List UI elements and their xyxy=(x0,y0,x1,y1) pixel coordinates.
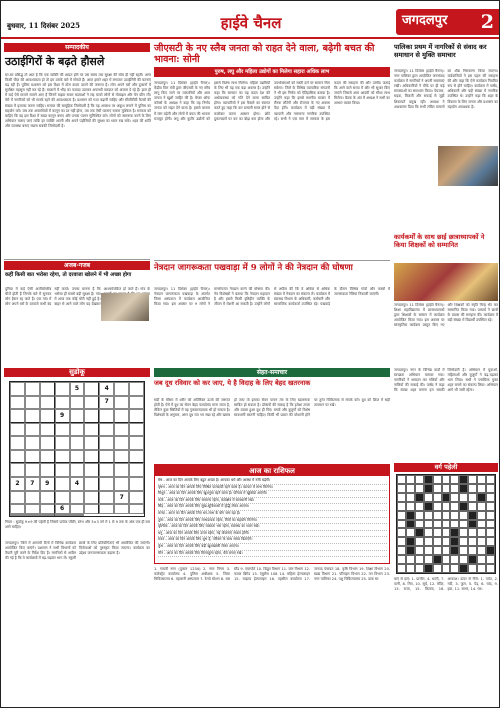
sudoku-cell[interactable] xyxy=(40,436,55,450)
crossword-cell xyxy=(442,493,451,502)
sudoku-cell[interactable] xyxy=(129,423,144,437)
rashifal-row: मिथुन - आज का दिन आपके लिए खुशनुमा रहने वाला है। परिवार में खुशियां आएंगी। xyxy=(158,491,387,498)
sudoku-cell[interactable] xyxy=(55,423,70,437)
crossword-cell[interactable] xyxy=(477,555,486,564)
crossword-cell[interactable] xyxy=(486,484,495,493)
sudoku-cell[interactable]: 7 xyxy=(25,477,40,491)
masthead-title: हाईवे चैनल xyxy=(220,14,282,32)
crossword-cell[interactable] xyxy=(397,475,406,484)
right-lower-body: जगदलपुर। नगर के विभिन्न वार्डों में स्वच्छता अभियान चलाया गया। नागरिकों ने श्रमदान कर गलियों और नालियों की सफाई की। पार्षद ने कहा कि स्वच्छ शहर बनाना हम सबकी जिम्मेदारी है। अभियान में युवाओं, महिलाओं और बुजुर्गों ने बढ़-चढ़कर भाग लिया। सभी ने प्लास्टिक मुक्त शहर बनाने का संकल्प लिया। अभियान आगे भी जारी रहेगा। xyxy=(394,368,498,393)
crossword-cell xyxy=(468,520,477,529)
sudoku-cell[interactable] xyxy=(70,423,85,437)
sudoku-cell[interactable] xyxy=(40,450,55,464)
sudoku-cell[interactable] xyxy=(84,504,99,514)
rashifal-row: मकर - आज का दिन आपके लिए शुभ है, परिवार के साथ समय बिताएंगे। xyxy=(158,537,387,544)
sudoku-cell[interactable] xyxy=(40,504,55,514)
sudoku-cell[interactable] xyxy=(25,450,40,464)
sudoku-cell[interactable]: 4 xyxy=(70,477,85,491)
sudoku-cell[interactable] xyxy=(70,396,85,410)
rashifal-row: मेष - आज का दिन आपके लिए बहुत अच्छा है। आपका धर्म और आस्था में रुचि बढ़ेगी। xyxy=(158,478,387,485)
crossword-cell[interactable] xyxy=(415,564,424,573)
crossword-cell[interactable] xyxy=(442,546,451,555)
column-label: अजब-गजब xyxy=(4,261,150,270)
sudoku-cell[interactable] xyxy=(99,423,114,437)
sudoku-cell[interactable] xyxy=(10,504,25,514)
crossword-grid[interactable] xyxy=(396,474,496,574)
sudoku-cell[interactable] xyxy=(25,463,40,477)
crossword-cell[interactable] xyxy=(442,537,451,546)
sudoku-cell[interactable] xyxy=(70,491,85,505)
crossword-cell xyxy=(468,555,477,564)
crossword-cell[interactable] xyxy=(486,528,495,537)
sudoku-cell[interactable] xyxy=(40,409,55,423)
health-label: सेहत-समाचार xyxy=(154,368,390,377)
editorial-body: घर-घर प्रसिद्ध तो आत है कि एक व्यक्ति की आदत होने पर उस समय तक सुरक्षा की सोच ही नहीं रहती। अगर किसी चीज़ की आवश्यकता हो तो हम उसके बारे में सोचते हैं। आज हमारे शहर में लगातार उठाईगिरी की घटनाएं बढ़ रही हैं। पुलिस प्रशासन को इस दिशा में ठोस कदम उठाने की जरूरत है। लोग अपने घरों और दुकानों में सुरक्षित महसूस नहीं कर रहे हैं। बाजारों में भीड़ का फायदा उठाकर अपराधी वारदात को अंजाम दे रहे हैं। हाल ही में कई ऐसे मामले सामने आए हैं जिनमें बाइक सवार बदमाशों ने राह चलते लोगों से मोबाइल और चेन छीन ली। ऐसे में नागरिकों को भी सतर्क रहने की आवश्यकता है। प्रशासन को गश्त बढ़ानी चाहिए और सीसीटीवी कैमरों की संख्या में इजाफा करना चाहिए। समाज की सामूहिक जिम्मेदारी है कि वह अपराध पर अंकुश लगाने में पुलिस का सहयोग करे। जब तक अपराधियों में कानून का डर नहीं होगा, तब तक ऐसी घटनाएं रुकना मुश्किल है। सरकार को चाहिए कि वह इस दिशा में सख्त कानून बनाए और उनका पालन सुनिश्चित करे। लोगों को जागरूक करने के लिए अभियान चलाए जाएं ताकि हर व्यक्ति अपनी और अपने पड़ोसियों की सुरक्षा का ध्यान रख सके। शहर की शांति और व्यवस्था बनाए रखना सबकी जिम्मेदारी है। xyxy=(5,73,151,128)
sudoku-cell[interactable] xyxy=(129,396,144,410)
crossword-cell[interactable] xyxy=(433,493,442,502)
crossword-cell[interactable] xyxy=(433,502,442,511)
right-top-photo xyxy=(438,146,498,186)
lead-subheadline: पुरुष, लघु और महिला उद्योगों का मिलेगा सहारा अधिक लाभ xyxy=(154,67,390,77)
sudoku-cell[interactable] xyxy=(84,477,99,491)
sudoku-cell[interactable] xyxy=(84,491,99,505)
sudoku-cell[interactable] xyxy=(40,514,55,516)
crossword-cell xyxy=(406,537,415,546)
sudoku-cell[interactable] xyxy=(84,423,99,437)
crossword-cell[interactable] xyxy=(477,564,486,573)
sudoku-cell[interactable]: 6 xyxy=(55,504,70,514)
crossword-cell[interactable] xyxy=(486,537,495,546)
crossword-clues: बाएं से दाएं: 1. प्राचीन, 4. धरती, 7. पानी, 8. मित्र, 10. सूर्य, 12. मंदिर, 13. राजा, 15. किताब, 16. आकाश। ऊपर से नीचे: 1. पर्वत, 2. नदी, 3. फूल, 5. पेड़, 6. चांद, 9. हवा, 11. सागर, 14. घर। xyxy=(394,577,498,592)
rashifal-row: मीन - आज का दिन आपके लिए मिलाजुला रहेगा, धैर्य बनाए रखें। xyxy=(158,551,387,558)
crossword-cell xyxy=(424,475,433,484)
crossword-cell[interactable] xyxy=(433,520,442,529)
crossword-cell[interactable] xyxy=(486,555,495,564)
sudoku-cell[interactable] xyxy=(114,409,129,423)
crossword-cell[interactable] xyxy=(415,511,424,520)
crossword-cell[interactable] xyxy=(450,511,459,520)
sudoku-rule-text: नियम : सुडोकू 9×9 की पहेली है जिसमें प्रत्येक पंक्ति, स्तंभ और 3×3 वर्ग में 1 से 9 तक के अंक एक ही बार आने चाहिए। xyxy=(5,520,150,530)
crossword-cell[interactable] xyxy=(397,555,406,564)
rashifal-box xyxy=(154,464,390,564)
right-top-body: जगदलपुर। 11 दिसंबर (हाईवे चैनल)। नगर पालिका द्वारा आयोजित जनसंवाद कार्यक्रम में नागरिकों ने अपनी समस्याएं रखीं। अधिकारियों ने मौके पर ही कई समस्याओं का समाधान किया। पेयजल, सड़क, बिजली और सफाई से जुड़ी शिकायतें प्रमुख रहीं। अध्यक्ष ने आश्वासन दिया कि सभी लंबित मामलों का शीघ्र निराकरण किया जाएगा। वार्डवासियों ने इस पहल की सराहना की और कहा कि ऐसे कार्यक्रम नियमित रूप से होने चाहिए। कार्यक्रम में पार्षद, अधिकारी और बड़ी संख्या में नागरिक उपस्थित थे। उन्होंने कहा कि शहर के विकास के लिए जनता और प्रशासन का सहयोग आवश्यक है। xyxy=(394,69,498,109)
crossword-cell xyxy=(406,511,415,520)
sudoku-cell[interactable] xyxy=(40,491,55,505)
column-divider xyxy=(4,259,150,260)
crossword-cell[interactable] xyxy=(406,564,415,573)
sudoku-cell[interactable] xyxy=(55,436,70,450)
sudoku-cell[interactable] xyxy=(84,436,99,450)
sudoku-cell[interactable] xyxy=(84,396,99,410)
sudoku-cell[interactable] xyxy=(129,491,144,505)
crossword-cell[interactable] xyxy=(459,528,468,537)
sudoku-cell[interactable] xyxy=(129,382,144,396)
sudoku-cell[interactable] xyxy=(114,382,129,396)
right-mid-photo xyxy=(394,263,498,301)
sudoku-cell[interactable] xyxy=(129,504,144,514)
sudoku-cell[interactable] xyxy=(70,463,85,477)
crossword-cell[interactable] xyxy=(459,520,468,529)
sudoku-title: सुडोकू xyxy=(4,368,150,377)
sudoku-cell[interactable] xyxy=(114,396,129,410)
crossword-cell[interactable] xyxy=(415,555,424,564)
sudoku-cell[interactable] xyxy=(99,491,114,505)
crossword-cell[interactable] xyxy=(477,511,486,520)
crossword-cell[interactable] xyxy=(442,528,451,537)
sudoku-cell[interactable] xyxy=(99,477,114,491)
sudoku-cell[interactable] xyxy=(70,504,85,514)
mid-divider xyxy=(154,260,390,261)
sudoku-cell[interactable] xyxy=(70,409,85,423)
crossword-cell[interactable] xyxy=(459,511,468,520)
lead-headline: जीएसटी के नए स्लैब जनता को राहत देने वाला, बढ़ेगी बचत की भावना: सोनी xyxy=(154,43,375,65)
crossword-cell[interactable] xyxy=(424,537,433,546)
page-number: 2 xyxy=(480,11,494,33)
crossword-cell[interactable] xyxy=(424,493,433,502)
city-name: जगदलपुर xyxy=(402,13,448,28)
crossword-cell[interactable] xyxy=(415,475,424,484)
crossword-cell[interactable] xyxy=(397,528,406,537)
sudoku-cell[interactable]: 4 xyxy=(99,382,114,396)
crossword-cell xyxy=(424,564,433,573)
crossword-cell[interactable] xyxy=(442,484,451,493)
sudoku-cell[interactable]: 7 xyxy=(114,491,129,505)
sudoku-cell[interactable] xyxy=(129,409,144,423)
crossword-cell xyxy=(406,520,415,529)
crossword-cell[interactable] xyxy=(433,546,442,555)
crossword-cell[interactable] xyxy=(477,546,486,555)
crossword-cell[interactable] xyxy=(442,520,451,529)
crossword-cell xyxy=(415,493,424,502)
crossword-cell[interactable] xyxy=(450,564,459,573)
crossword-cell[interactable] xyxy=(406,484,415,493)
sudoku-cell[interactable] xyxy=(55,514,70,516)
sudoku-cell[interactable] xyxy=(25,504,40,514)
sudoku-cell[interactable] xyxy=(99,463,114,477)
crossword-cell[interactable] xyxy=(486,564,495,573)
crossword-cell[interactable] xyxy=(468,475,477,484)
health-headline: जब दूध रविवार को कर जाए, ये है विदाह के लिए बेहद खतरनाक xyxy=(154,379,311,387)
crossword-cell[interactable] xyxy=(477,475,486,484)
sudoku-cell[interactable] xyxy=(99,450,114,464)
crossword-cell[interactable] xyxy=(397,493,406,502)
crossword-cell[interactable] xyxy=(433,537,442,546)
crossword-cell[interactable] xyxy=(450,493,459,502)
sudoku-cell[interactable] xyxy=(40,382,55,396)
crossword-cell[interactable] xyxy=(442,564,451,573)
sudoku-cell[interactable] xyxy=(99,436,114,450)
sudoku-cell[interactable] xyxy=(55,382,70,396)
crossword-cell[interactable] xyxy=(477,502,486,511)
sudoku-cell[interactable] xyxy=(25,423,40,437)
sudoku-cell[interactable] xyxy=(114,504,129,514)
crossword-cell[interactable] xyxy=(468,537,477,546)
sudoku-cell[interactable]: 5 xyxy=(70,382,85,396)
crossword-cell[interactable] xyxy=(433,564,442,573)
sudoku-cell[interactable] xyxy=(10,423,25,437)
crossword-cell[interactable] xyxy=(459,555,468,564)
column-body: दुनिया में कई ऐसी अजीबोगरीब चीजें होती हैं जिनके बारे में सुनकर लोग हैरान रह जाते हैं। एक गांव में लोग अपने घरों के दरवाजे कभी बंद नहीं करते। उनका मानना है कि भरोसा ही सबसे बड़ी सुरक्षा है। गांव में आज तक कोई चोरी नहीं हुई है। बाहर से आने वाले लोग यह देखकर आश्चर्यचकित हो जाते हैं। गांव के xyxy=(5,287,150,307)
crossword-cell[interactable] xyxy=(468,546,477,555)
crossword-cell xyxy=(486,546,495,555)
crossword-cell[interactable] xyxy=(468,564,477,573)
crossword-cell[interactable] xyxy=(406,555,415,564)
crossword-cell[interactable] xyxy=(397,537,406,546)
sudoku-cell[interactable] xyxy=(10,491,25,505)
sudoku-cell[interactable] xyxy=(55,491,70,505)
crossword-cell[interactable] xyxy=(486,493,495,502)
sudoku-cell[interactable] xyxy=(99,409,114,423)
crossword-cell[interactable] xyxy=(477,484,486,493)
editorial-headline: उठाईगिरों के बढ़ते हौसले xyxy=(5,55,105,68)
rashifal-row: कुंभ - आज का दिन आपके लिए बड़ी खुशखबरी लेकर आएगा। xyxy=(158,544,387,551)
right-top-headline: पालिका प्रथम में नागरिकों से संवाद कर समाधान से मुक्ति समाचार xyxy=(394,43,487,59)
sudoku-cell[interactable] xyxy=(114,436,129,450)
crossword-cell[interactable] xyxy=(477,520,486,529)
date-line: बुधवार, 11 दिसंबर 2025 xyxy=(7,21,80,30)
crossword-cell[interactable] xyxy=(459,546,468,555)
crossword-cell[interactable] xyxy=(397,511,406,520)
crossword-cell xyxy=(406,546,415,555)
crossword-cell[interactable] xyxy=(433,484,442,493)
crossword-cell[interactable] xyxy=(450,555,459,564)
crossword-cell[interactable] xyxy=(424,555,433,564)
right-mid-body: जगदलपुर। 11 दिसंबर (हाईवे चैनल)। शिक्षा महाविद्यालय में छात्राध्यापकों द्वारा शिक्षकों के सम्मान में कार्यक्रम आयोजित किया गया। इस अवसर पर सांस्कृतिक कार्यक्रम प्रस्तुत किए गए और शिक्षकों को स्मृति चिन्ह भेंट कर सम्मानित किया गया। प्राचार्य ने छात्रों के प्रयास की सराहना की। कार्यक्रम में बड़ी संख्या में विद्यार्थी उपस्थित रहे। xyxy=(394,303,498,328)
sudoku-cell[interactable] xyxy=(114,423,129,437)
crossword-cell[interactable] xyxy=(424,528,433,537)
crossword-cell xyxy=(424,502,433,511)
crossword-cell[interactable] xyxy=(424,520,433,529)
crossword-cell[interactable] xyxy=(397,546,406,555)
crossword-cell[interactable] xyxy=(486,475,495,484)
column-photo xyxy=(101,293,149,321)
crossword-cell[interactable] xyxy=(459,537,468,546)
crossword-cell[interactable] xyxy=(415,502,424,511)
crossword-cell[interactable] xyxy=(397,484,406,493)
crossword-cell[interactable] xyxy=(450,475,459,484)
crossword-cell[interactable] xyxy=(424,511,433,520)
sudoku-cell[interactable] xyxy=(129,463,144,477)
sudoku-cell[interactable] xyxy=(25,514,40,516)
sudoku-cell[interactable] xyxy=(10,409,25,423)
crossword-cell[interactable] xyxy=(397,564,406,573)
mid-headline: नेत्रदान जागरूकता पखवाड़ा में 9 लोगों ने की नेत्रदान की घोषणा xyxy=(154,263,353,273)
sudoku-cell[interactable] xyxy=(25,436,40,450)
crossword-cell[interactable] xyxy=(450,502,459,511)
sudoku-cell[interactable] xyxy=(10,463,25,477)
crossword-cell xyxy=(450,537,459,546)
crossword-cell[interactable] xyxy=(486,511,495,520)
sudoku-cell[interactable]: 2 xyxy=(10,477,25,491)
sudoku-cell[interactable]: 7 xyxy=(99,396,114,410)
crossword-cell[interactable] xyxy=(459,493,468,502)
crossword-cell[interactable] xyxy=(406,502,415,511)
crossword-cell xyxy=(459,564,468,573)
crossword-cell xyxy=(433,555,442,564)
crossword-cell[interactable] xyxy=(442,511,451,520)
crossword-cell[interactable] xyxy=(433,511,442,520)
masthead xyxy=(1,1,500,39)
crossword-cell xyxy=(415,528,424,537)
crossword-cell[interactable] xyxy=(415,537,424,546)
sudoku-cell[interactable] xyxy=(10,382,25,396)
crossword-cell xyxy=(477,493,486,502)
sudoku-cell[interactable] xyxy=(10,396,25,410)
crossword-cell[interactable] xyxy=(433,528,442,537)
rashifal-list xyxy=(158,478,387,562)
rashifal-row: तुला - आज का दिन आपके लिए लाभदायक रहेगा, मित्रों का सहयोग मिलेगा। xyxy=(158,518,387,525)
crossword-cell xyxy=(424,484,433,493)
city-banner xyxy=(396,9,499,35)
mid-body: जगदलपुर। 11 दिसंबर (हाईवे चैनल)। नेत्रदान जागरूकता पखवाड़ा के अंतर्गत जिला अस्पताल में कार्यक्रम आयोजित किया गया। इस अवसर पर 9 लोगों ने मरणोपरांत नेत्रदान करने की घोषणा की। नेत्र विशेषज्ञों ने बताया कि नेत्रदान महादान है और इससे किसी दृष्टिहीन व्यक्ति के जीवन में रोशनी आ सकती है। उन्होंने लोगों से अपील की कि वे अधिक से अधिक संख्या में नेत्रदान का संकल्प लें। कार्यक्रम में स्वास्थ्य विभाग के अधिकारी, कर्मचारी और सामाजिक कार्यकर्ता उपस्थित रहे। पखवाड़े के दौरान विभिन्न गांवों और कस्बों में जागरूकता रैलियां निकाली जाएंगी। xyxy=(154,287,390,307)
crossword-cell[interactable] xyxy=(442,475,451,484)
crossword-cell[interactable] xyxy=(415,546,424,555)
rashifal-row: वृश्चिक - आज का दिन आपके लिए व्यस्तता भरा रहेगा, स्वास्थ्य का ध्यान रखें। xyxy=(158,524,387,531)
crossword-cell[interactable] xyxy=(424,546,433,555)
bottom-classifieds: 1. गायत्री नगर (दुकान 1234) 2. नगर निगम 3. कलेक्ट्रेट कार्यालय 4. पुलिस अधीक्षक 5. जिला चिकित्सालय 6. महारानी अस्पताल 7. रेलवे स्टेशन 8. बस स्टैंड 9. एयरपोर्ट 10. विद्युत विभाग 11. जल विभाग 12. फायर ब्रिगेड 13. एंबुलेंस 108 14. महिला हेल्पलाइन 15. चाइल्ड हेल्पलाइन 16. तहसील कार्यालय 17. जनपद पंचायत 18. कृषि विभाग 19. शिक्षा विभाग 20. खाद्य विभाग 21. परिवहन विभाग 22. वन विभाग 23. नगर पालिका 24. पशु चिकित्सालय 25. डाक घर xyxy=(154,567,390,582)
sudoku-cell[interactable] xyxy=(40,396,55,410)
crossword-cell[interactable] xyxy=(406,493,415,502)
crossword-cell xyxy=(459,484,468,493)
sudoku-cell[interactable] xyxy=(10,450,25,464)
crossword-cell[interactable] xyxy=(486,502,495,511)
sudoku-cell[interactable]: 9 xyxy=(55,409,70,423)
crossword-cell[interactable] xyxy=(415,520,424,529)
rashifal-title: आज का राशिफल xyxy=(155,465,389,476)
column-headline: कहीं किसी बात भरोसा रहेगा, तो दरवाजा खोलने में भी अच्छा होगा xyxy=(5,272,132,278)
right-mid-headline: कार्यकर्मों के साथ छाई छात्राध्यापकों ने किया शिक्षकों को सम्मानित xyxy=(394,233,485,249)
crossword-cell xyxy=(459,502,468,511)
crossword-cell xyxy=(468,511,477,520)
sudoku-cell[interactable] xyxy=(84,463,99,477)
sudoku-cell[interactable] xyxy=(55,450,70,464)
crossword-cell[interactable] xyxy=(433,475,442,484)
sudoku-cell[interactable] xyxy=(40,423,55,437)
sudoku-cell[interactable] xyxy=(114,450,129,464)
crossword-cell[interactable] xyxy=(486,520,495,529)
sudoku-cell[interactable] xyxy=(10,436,25,450)
sudoku-cell[interactable] xyxy=(40,463,55,477)
crossword-cell[interactable] xyxy=(450,484,459,493)
rashifal-row: कर्क - आज का दिन आपके लिए सामान्य रहेगा, कार्यक्षेत्र में सावधानी रखें। xyxy=(158,498,387,505)
crossword-cell[interactable] xyxy=(442,555,451,564)
rashifal-row: सिंह - आज का दिन आपके लिए सुख-सुविधाओं में वृद्धि लेकर आएगा। xyxy=(158,504,387,511)
sudoku-cell[interactable] xyxy=(84,382,99,396)
lead-body: जगदलपुर। 11 दिसंबर (हाईवे चैनल)। केंद्रीय वित्त मंत्री द्वारा जीएसटी के नए स्लैब लागू किए जाने पर व्यापारियों और आम जनता ने खुशी जाहिर की है। चेम्बर ऑफ कॉमर्स के अध्यक्ष ने कहा कि यह निर्णय जनता को राहत देने वाला है। इससे बाजार में मांग बढ़ेगी और लोगों में बचत की भावना मजबूत होगी। लघु और कुटीर उद्योगों को इससे विशेष लाभ मिलेगा। महिला उद्यमियों के लिए भी यह एक बड़ा अवसर है। उन्होंने कहा कि सरकार का यह कदम देश की अर्थव्यवस्था को गति देने वाला साबित होगा। व्यापारियों ने इस फैसले का स्वागत करते हुए कहा कि कर प्रणाली सरल होने से कारोबार करना आसान होगा। छोटे दुकानदारों पर कर का बोझ कम होगा और उपभोक्ताओं को सस्ती दरों पर सामान मिल सकेगा। जिले के विभिन्न व्यापारिक संगठनों ने भी इस निर्णय को ऐतिहासिक बताया है। उन्होंने कहा कि इससे स्थानीय बाजार में रौनक लौटेगी और रोजगार के नए अवसर पैदा होंगे। कार्यक्रम में बड़ी संख्या में व्यापारी और गणमान्य नागरिक उपस्थित रहे। सभी ने एक स्वर में सरकार के इस कदम की सराहना की और उम्मीद जताई कि आने वाले समय में और भी सुधार किए जाएंगे जिससे आम आदमी को सीधा लाभ मिलेगा। बैठक के अंत में अध्यक्ष ने सभी का आभार व्यक्त किया। xyxy=(154,81,390,121)
sudoku-cell[interactable] xyxy=(129,436,144,450)
crossword-cell[interactable] xyxy=(468,528,477,537)
sudoku-cell[interactable] xyxy=(25,382,40,396)
sudoku-cell[interactable] xyxy=(84,409,99,423)
crossword-cell xyxy=(450,528,459,537)
sudoku-cell[interactable] xyxy=(99,504,114,514)
sudoku-cell[interactable] xyxy=(25,491,40,505)
crossword-cell[interactable] xyxy=(468,502,477,511)
sudoku-cell[interactable] xyxy=(70,450,85,464)
crossword-cell[interactable] xyxy=(468,484,477,493)
sudoku-cell[interactable] xyxy=(129,450,144,464)
crossword-cell[interactable] xyxy=(397,502,406,511)
crossword-cell[interactable] xyxy=(406,528,415,537)
crossword-cell[interactable] xyxy=(468,493,477,502)
sudoku-cell[interactable] xyxy=(25,396,40,410)
sudoku-grid[interactable] xyxy=(9,381,145,517)
crossword-cell[interactable] xyxy=(406,475,415,484)
sudoku-cell[interactable] xyxy=(129,477,144,491)
bottom-left-text: जगदलपुर। जिले में आगामी दिनों में विभिन्न कार्यक्रम आयोजित किए जाएंगे। प्रशासन ने सभी विभागों को तैयारी पूरी करने के निर्देश दिए हैं। नागरिकों से अपील की गई है कि वे कार्यक्रमों में बढ़-चढ़कर भाग लें। स्कूली छात्रों के लिए प्रतियोगिताएं भी आयोजित की जाएंगी। विजेताओं को पुरस्कृत किया जाएगा। कार्यक्रम का उद्देश्य जनजागरूकता बढ़ाना है। xyxy=(5,541,150,561)
crossword-cell[interactable] xyxy=(442,502,451,511)
health-body: सर्दी के मौसम में शरीर को अतिरिक्त ऊर्जा की जरूरत होती है। ऐसे में दूध का सेवन बेहद फायदेमंद माना जाता है, लेकिन कुछ स्थितियों में यह नुकसानदायक भी हो सकता है। विशेषज्ञों के अनुसार, अगर दूध रात भर रखा रहे और खराब हो जाए तो इसका सेवन पाचन तंत्र के लिए खतरनाक साबित हो सकता है। डॉक्टरों की सलाह है कि हमेशा ताजा और उबला हुआ दूध ही पिएं। बच्चों और बुजुर्गों को विशेष सावधानी बरतनी चाहिए। किसी भी प्रकार की परेशानी होने पर तुरंत चिकित्सक से संपर्क करें। दूध को फ्रिज में सही तापमान पर रखें। xyxy=(154,398,390,418)
sudoku-cell[interactable] xyxy=(55,463,70,477)
editorial-label: सम्पादकीय xyxy=(4,43,150,52)
sudoku-cell[interactable] xyxy=(70,514,85,516)
crossword-cell[interactable] xyxy=(477,537,486,546)
sudoku-rule xyxy=(5,520,150,538)
crossword-cell[interactable] xyxy=(450,520,459,529)
crossword-title: वर्ग पहेली xyxy=(394,463,498,472)
sudoku-cell[interactable] xyxy=(10,514,25,516)
sudoku-cell[interactable] xyxy=(55,396,70,410)
sudoku-cell[interactable] xyxy=(70,436,85,450)
sudoku-cell[interactable] xyxy=(25,409,40,423)
crossword-cell[interactable] xyxy=(397,520,406,529)
sudoku-cell[interactable] xyxy=(84,450,99,464)
rashifal-row: धनु - आज का दिन आपके लिए उत्तम रहेगा, नई योजनाएं सफल होंगी। xyxy=(158,531,387,538)
sudoku-cell[interactable] xyxy=(55,477,70,491)
crossword-cell xyxy=(450,546,459,555)
sudoku-cell[interactable] xyxy=(114,463,129,477)
crossword-cell xyxy=(459,475,468,484)
crossword-cell[interactable] xyxy=(477,528,486,537)
rashifal-row: कन्या - आज का दिन आपके लिए धन-लाभ के योग बना रहा है। xyxy=(158,511,387,518)
rashifal-row: वृषभ - आज का दिन आपके लिए मिश्रित फलदायी रहने वाला है। व्यापार में लाभ मिलेगा। xyxy=(158,485,387,492)
sudoku-cell[interactable] xyxy=(114,477,129,491)
sudoku-cell[interactable]: 9 xyxy=(40,477,55,491)
crossword-cell[interactable] xyxy=(415,484,424,493)
